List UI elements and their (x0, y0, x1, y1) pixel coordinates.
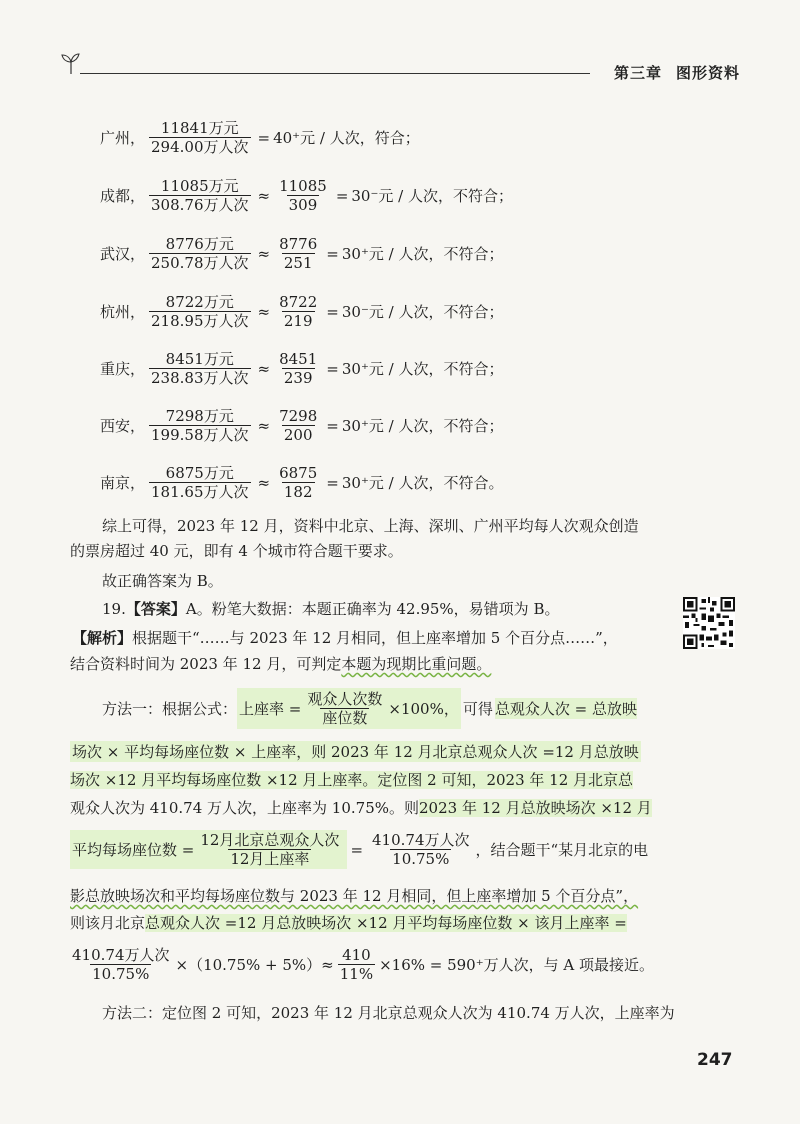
fraction: $\frac{\text{410.74万人次}}{10.75\%}$ (372, 831, 470, 868)
fraction: $\frac{\text{12月北京总观众人次}}{\text{12月上座率}}$ (200, 831, 340, 868)
fraction: $\frac{\text{6875万元}}{\text{181.65万人次}}$ (151, 464, 249, 501)
answer-line: 故正确答案为 B。 (102, 572, 223, 590)
fraction: $\frac{\text{8722万元}}{\text{218.95万人次}}$ (151, 293, 249, 330)
method1-line1: 方法一：根据公式： 上座率 = $\frac{\text{观众人次数}}{\text{座位数}}$ ×100%， 可得 总观众人次 = 总放映 (102, 690, 637, 727)
method1-line7: 则该月北京总观众人次 =12 月总放映场次 ×12 月平均每场座位数 × 该月上座率 = (70, 914, 627, 932)
fraction: $\frac{8776}{251}$ (279, 235, 318, 272)
fraction: $\frac{\text{7298万元}}{\text{199.58万人次}}$ (151, 407, 249, 444)
calc-row-wuhan: 武汉， $\frac{\text{8776万元}}{\text{250.78万人次}}$ ≈ $\frac{8776}{251}$ = 30⁺元 / 人次，不符合； (100, 235, 504, 272)
chapter-label: 第三章 (613, 64, 662, 82)
method1-line2: 场次 × 平均每场座位数 × 上座率，则 2023 年 12 月北京总观众人次 =12 月总放映 (72, 743, 639, 761)
calc-row-chongqing: 重庆， $\frac{\text{8451万元}}{\text{238.83万人次}}$ ≈ $\frac{8451}{239}$ = 30⁺元 / 人次，不符合； (100, 350, 504, 387)
highlight-formula: 上座率 = $\frac{\text{观众人次数}}{\text{座位数}}$ ×100%， (239, 690, 459, 727)
page-number: 247 (697, 1050, 733, 1070)
summary-line-1: 综上可得，2023 年 12 月，资料中北京、上海、深圳、广州平均每人次观众创造 (102, 517, 639, 535)
fraction: $\frac{\text{11085万元}}{\text{308.76万人次}}$ (151, 177, 249, 214)
fraction: $\frac{410}{11\%}$ (339, 946, 374, 983)
chapter-name: 图形资料 (675, 64, 740, 82)
header-rule (80, 73, 590, 74)
q19-answer: 19.【答案】A。粉笔大数据：本题正确率为 42.95%，易错项为 B。 (102, 600, 560, 618)
method2-line: 方法二：定位图 2 可知，2023 年 12 月北京总观众人次为 410.74 万人次，上座率为 (102, 1004, 675, 1022)
qr-code-icon[interactable] (683, 597, 735, 649)
fraction: $\frac{7298}{200}$ (279, 407, 318, 444)
fraction: $\frac{\text{8776万元}}{\text{250.78万人次}}$ (151, 235, 249, 272)
summary-line-2: 的票房超过 40 元，即有 4 个城市符合题干要求。 (70, 542, 403, 560)
chapter-title (614, 62, 740, 83)
fraction: $\frac{\text{观众人次数}}{\text{座位数}}$ (307, 690, 383, 727)
calc-row-nanjing: 南京， $\frac{\text{6875万元}}{\text{181.65万人次}}$ ≈ $\frac{6875}{182}$ = 30⁺元 / 人次，不符合。 (100, 464, 504, 501)
sprout-icon (60, 52, 82, 76)
method1-line5: 平均每场座位数 = $\frac{\text{12月北京总观众人次}}{\text{12月上座率}}$ = $\frac{\text{410.74万人次}}{10.75\%}$ ，结合题干“某月北京的电 (72, 831, 649, 868)
page-header (60, 52, 740, 82)
method1-line6: 影总放映场次和平均每场座位数与 2023 年 12 月相同，但上座率增加 5 个百分点”， (70, 887, 639, 905)
q19-analysis-1: 【解析】根据题干“……与 2023 年 12 月相同，但上座率增加 5 个百分点……”， (72, 629, 618, 647)
calc-row-hangzhou: 杭州， $\frac{\text{8722万元}}{\text{218.95万人次}}$ ≈ $\frac{8722}{219}$ = 30⁻元 / 人次，不符合； (100, 293, 504, 330)
fraction: $\frac{\text{11841万元}}{\text{294.00万人次}}$ (151, 119, 249, 156)
calc-row-xian: 西安， $\frac{\text{7298万元}}{\text{199.58万人次}}$ ≈ $\frac{7298}{200}$ = 30⁺元 / 人次，不符合； (100, 407, 504, 444)
calc-row-guangzhou: 广州， $\frac{\text{11841万元}}{\text{294.00万人次}}$ = 40⁺元 / 人次，符合； (100, 119, 420, 156)
method1-line4: 观众人次为 410.74 万人次，上座率为 10.75%。则2023 年 12 月总放映场次 ×12 月 (70, 799, 652, 817)
fraction: $\frac{\text{410.74万人次}}{10.75\%}$ (72, 946, 170, 983)
method1-line8: $\frac{\text{410.74万人次}}{10.75\%}$ ×（10.75% + 5%）≈ $\frac{410}{11\%}$ ×16% = 590⁺万人次，与 A 项最接近。 (72, 946, 655, 983)
q19-analysis-2: 结合资料时间为 2023 年 12 月，可判定本题为现期比重问题。 (70, 655, 492, 673)
fraction: $\frac{6875}{182}$ (279, 464, 318, 501)
fraction: $\frac{8451}{239}$ (279, 350, 318, 387)
calc-row-chengdu: 成都， $\frac{\text{11085万元}}{\text{308.76万人次}}$ ≈ $\frac{11085}{309}$ = 30⁻元 / 人次，不符合； (100, 177, 513, 214)
fraction: $\frac{\text{8451万元}}{\text{238.83万人次}}$ (151, 350, 249, 387)
method1-line3: 场次 ×12 月平均每场座位数 ×12 月上座率。定位图 2 可知，2023 年 12 月北京总 (70, 771, 634, 789)
fraction: $\frac{11085}{309}$ (279, 177, 327, 214)
fraction: $\frac{8722}{219}$ (279, 293, 318, 330)
